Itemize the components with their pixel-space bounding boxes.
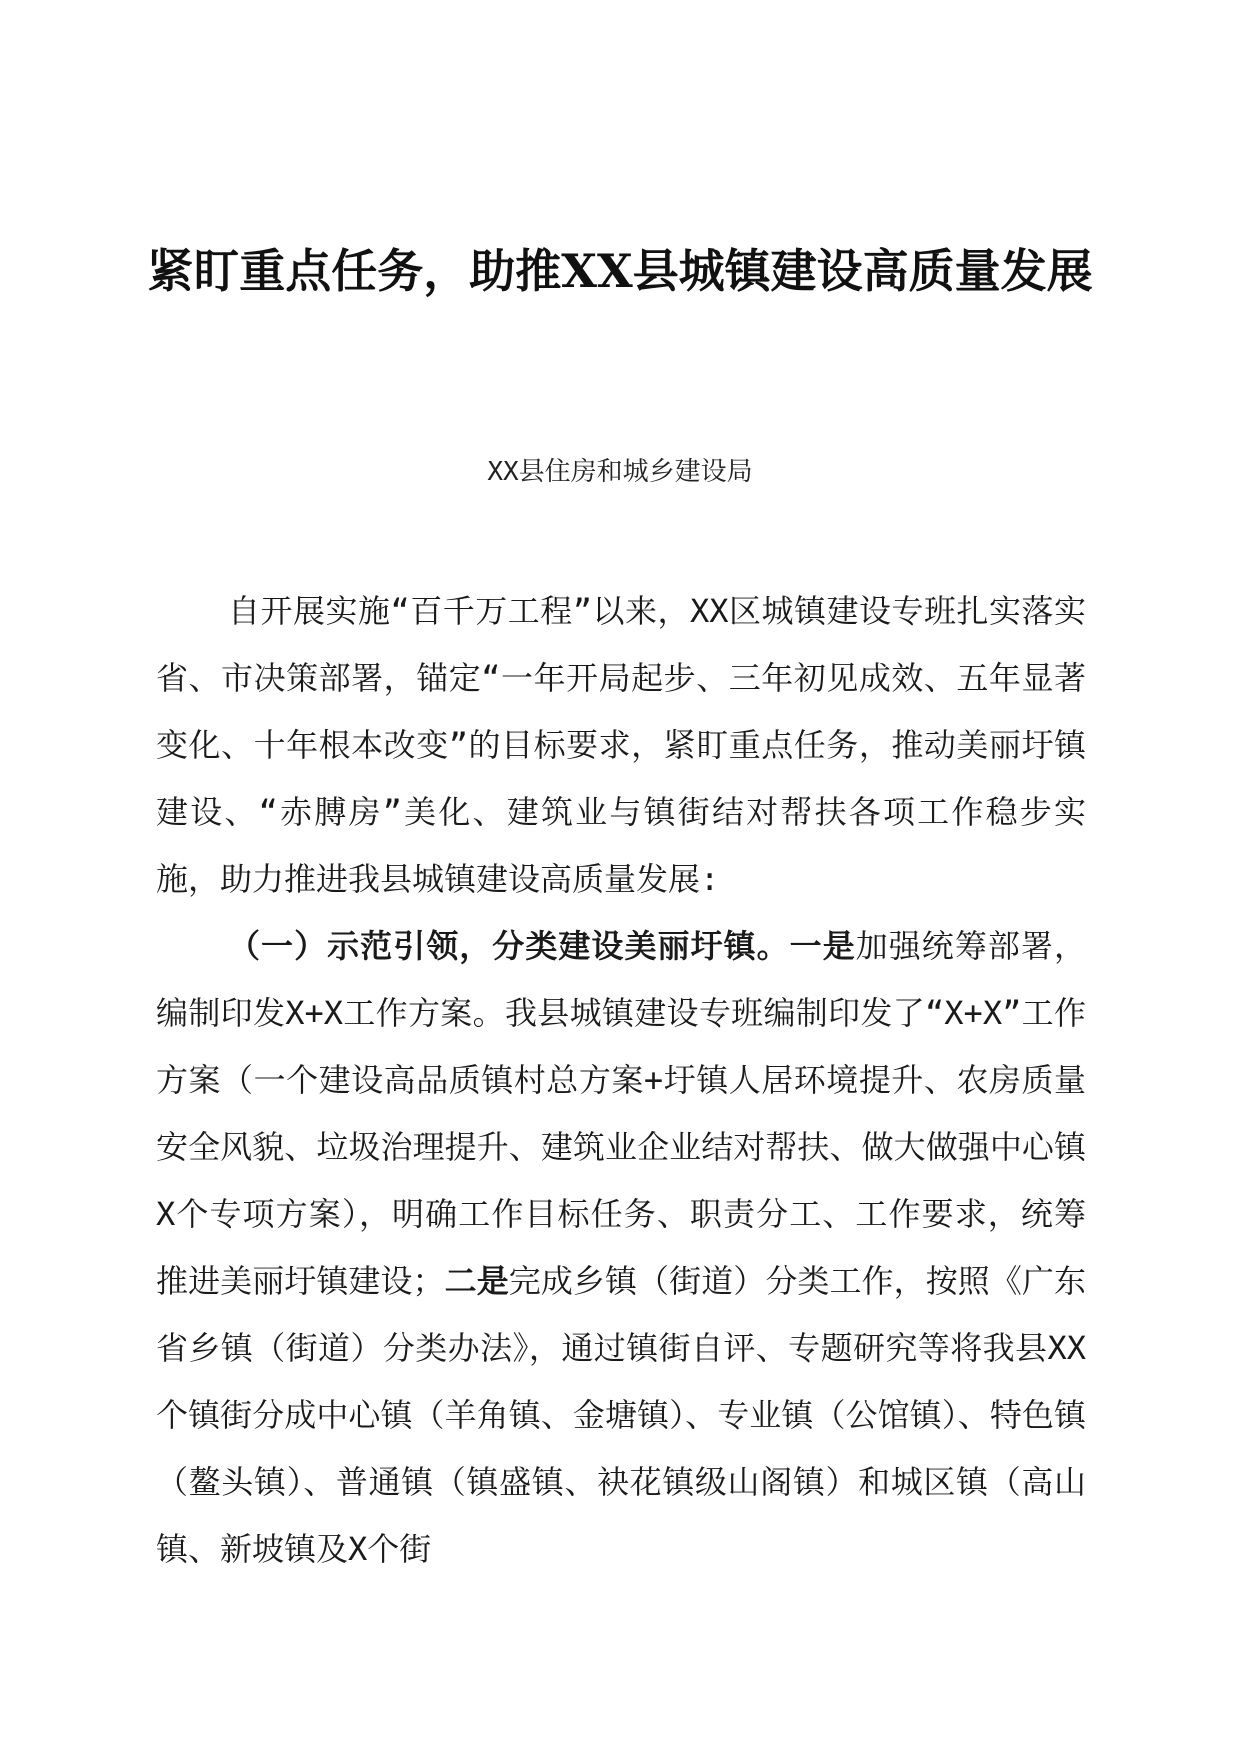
document-title: 紧盯重点任务，助推XX县城镇建设高质量发展 <box>147 243 1093 298</box>
point-1-lead: 一是 <box>789 927 856 965</box>
document-author: XX县住房和城乡建设局 <box>487 457 753 487</box>
point-2-text: 完成乡镇（街道）分类工作，按照《广东省乡镇（街道）分类办法》，通过镇街自评、专题研究等将我县XX个镇街分成中心镇（羊角镇、金塘镇）、专业镇（公馆镇）、特色镇（鳌头镇）、普通镇（镇盛镇、袂花镇级山阁镇）和城区镇（高山镇、新坡镇及X个街 <box>156 1262 1086 1568</box>
point-1-text: 加强统筹部署，编制印发X+X工作方案。我县城镇建设专班编制印发了“X+X”工作方案（一个建设高品质镇村总方案+圩镇人居环境提升、农房质量安全风貌、垃圾治理提升、建筑业企业结对帮扶、做大做强中心镇X个专项方案），明确工作目标任务、职责分工、工作要求，统筹推进美丽圩镇建设； <box>156 927 1086 1300</box>
intro-paragraph: 自开展实施“百千万工程”以来，XX区城镇建设专班扎实落实省、市决策部署，锚定“一年开局起步、三年初见成效、五年显著变化、十年根本改变”的目标要求，紧盯重点任务，推动美丽圩镇建设、“赤膊房”美化、建筑业与镇街结对帮扶各项工作稳步实施，助力推进我县城镇建设高质量发展: <box>156 592 1086 898</box>
document-body <box>156 578 1086 1583</box>
point-2-lead: 二是 <box>444 1262 509 1300</box>
section-1-heading: （一）示范引领，分类建设美丽圩镇。 <box>228 927 790 965</box>
section-1-paragraph <box>156 913 1086 1583</box>
